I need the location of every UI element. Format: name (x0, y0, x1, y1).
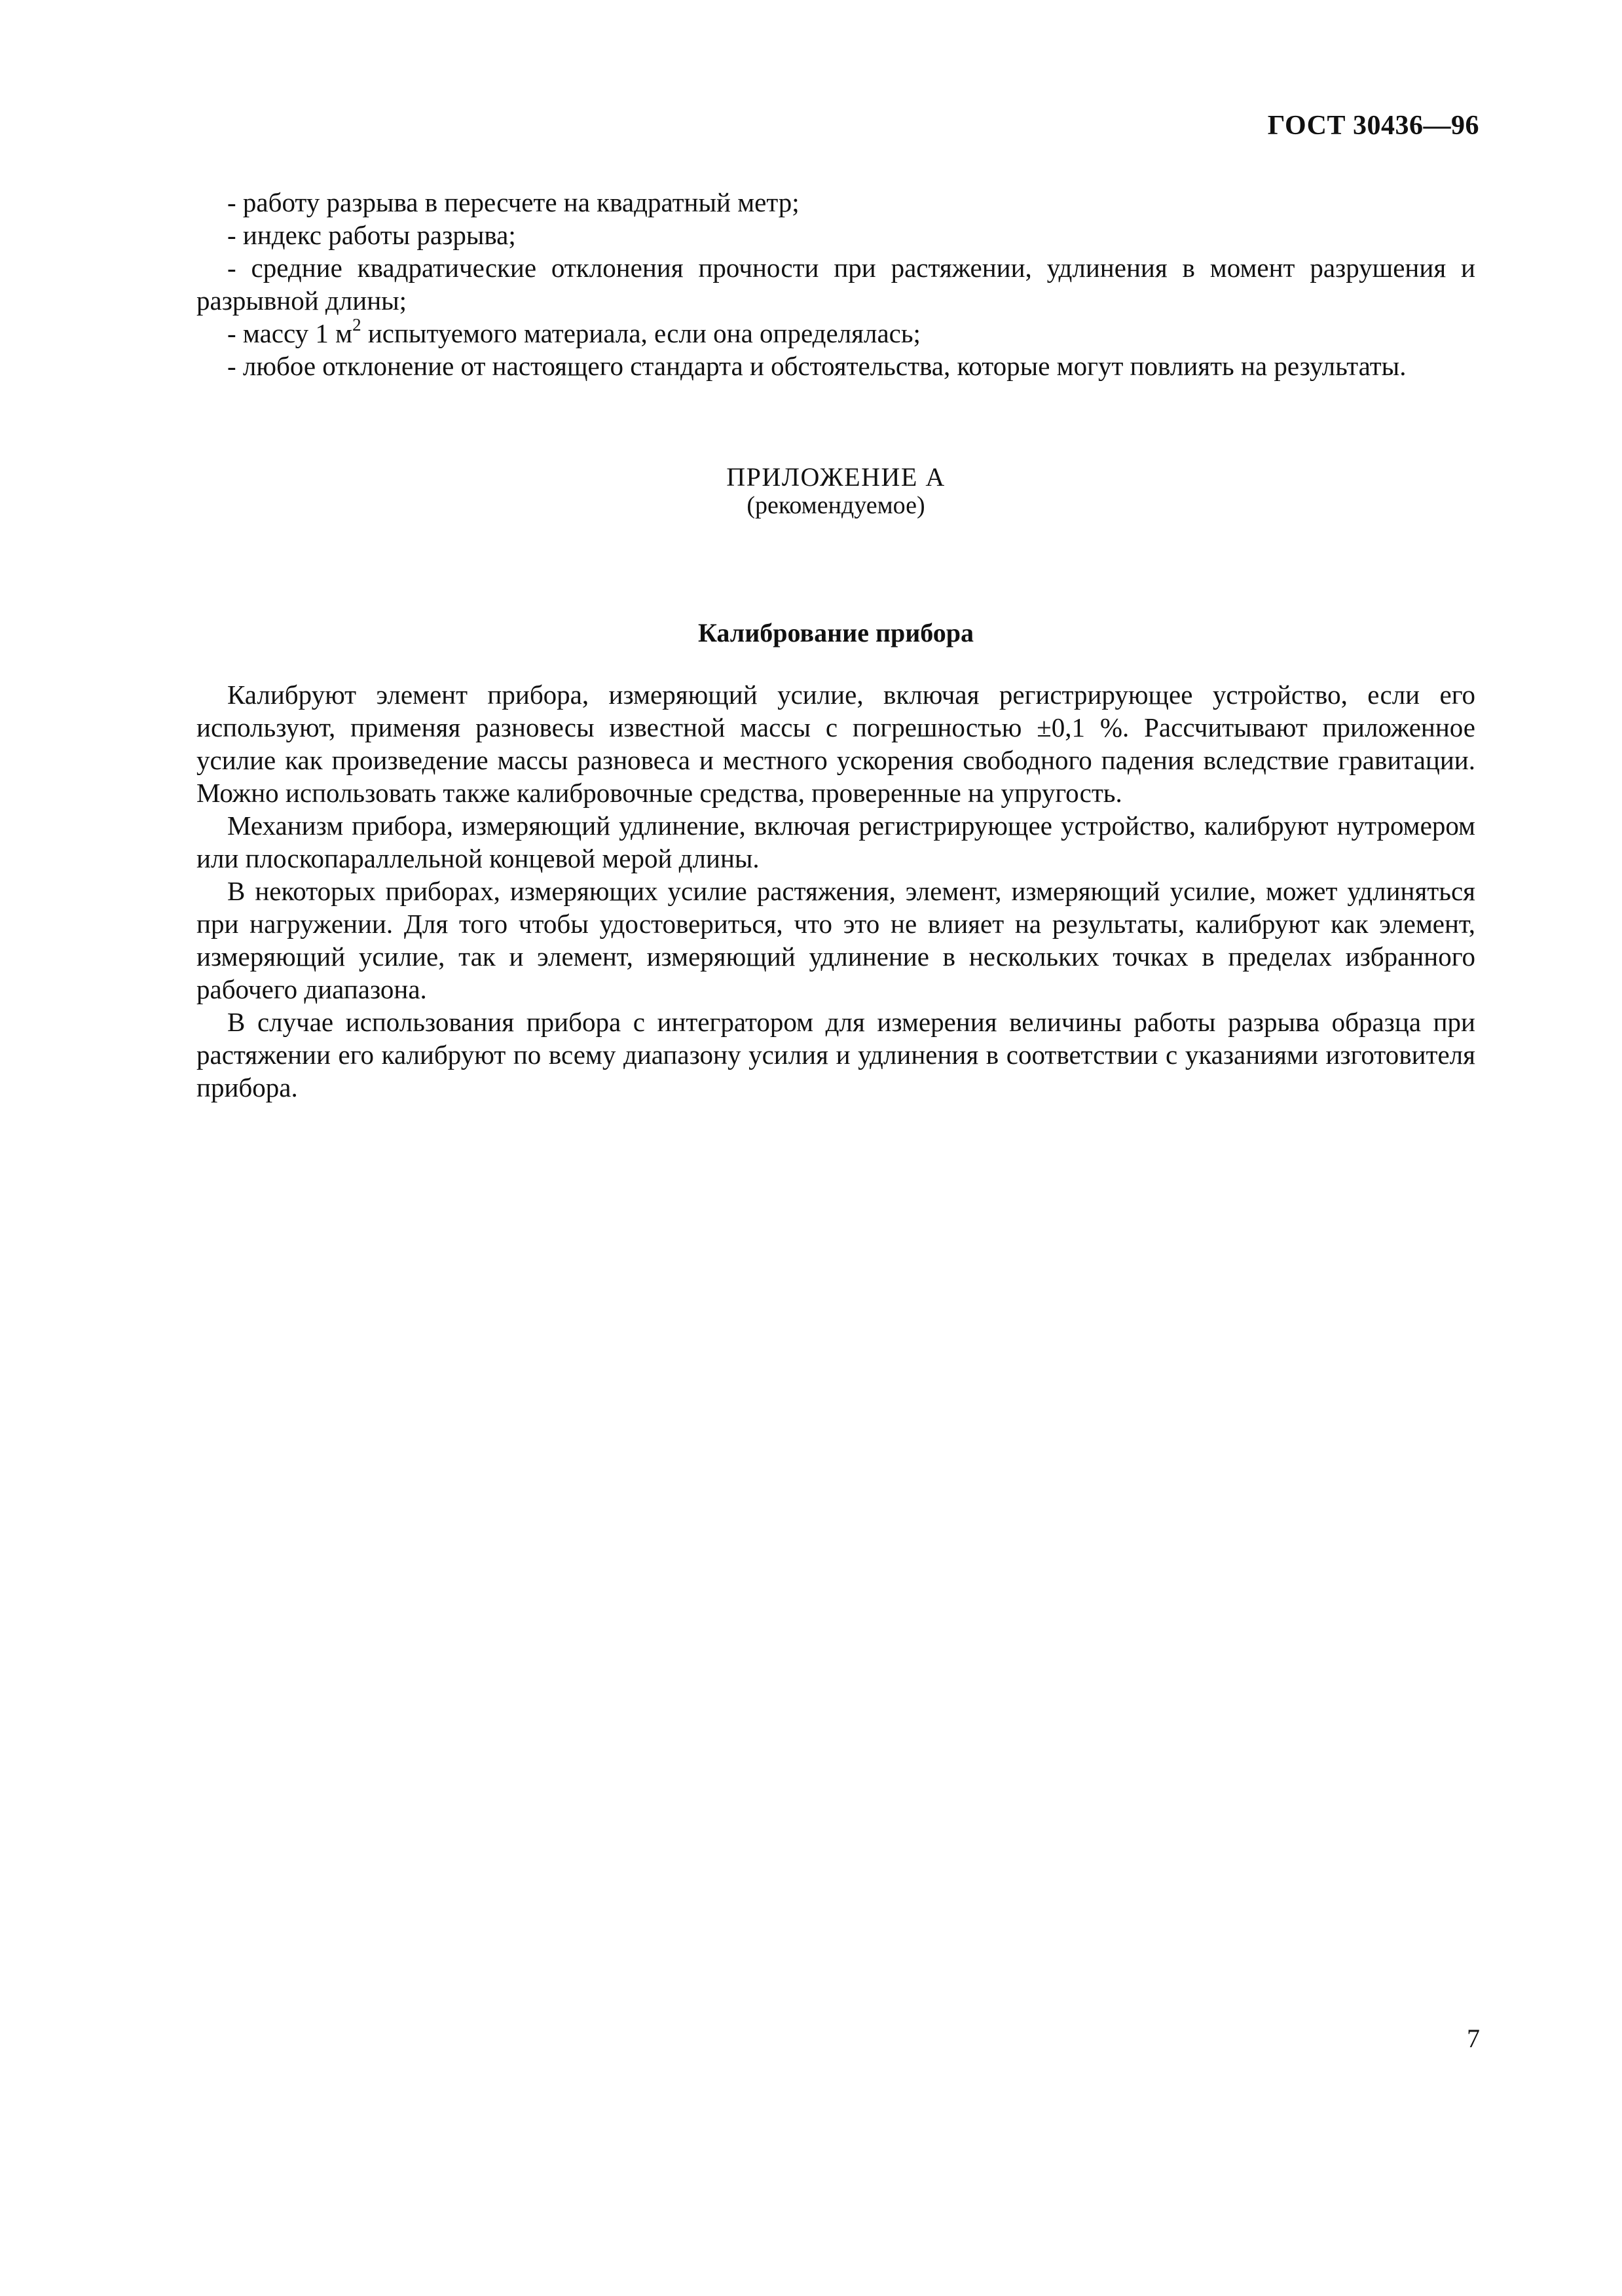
superscript: 2 (352, 315, 361, 335)
list-item: - работу разрыва в пересчете на квадратный метр; (227, 187, 800, 217)
list-item-text: - массу 1 м (227, 318, 353, 348)
list-item: - индекс работы разрыва; (227, 220, 516, 250)
paragraph: В случае использования прибора с интегратором для измерения величины работы разрыва образца при растяжении его калибруют по всему диапазону усилия и удлинения в соответствии с указаниями изготовителя прибора. (196, 1007, 1475, 1102)
list-item: - любое отклонение от настоящего стандарта и обстоятельства, которые могут повлиять на результаты. (227, 351, 1407, 381)
paragraph: Механизм прибора, измеряющий удлинение, включая регистрирующее устройство, калибруют нутромером или плоскопараллельной концевой мерой длины. (196, 811, 1475, 873)
document-body (196, 186, 1475, 1104)
paragraph: Калибруют элемент прибора, измеряющий усилие, включая регистрирующее устройство, если его используют, применяя разновесы известной массы с погрешностью ±0,1 %. Рассчитывают приложенное усилие как произведение массы разновеса и местного ускорения свободного падения вследствие гравитации. Можно использовать также калибровочные средства, проверенные на упругость. (196, 680, 1475, 808)
list-item (196, 317, 1475, 350)
report-items-list (196, 186, 1475, 382)
appendix-title: ПРИЛОЖЕНИЕ А (726, 462, 946, 492)
section-body (196, 678, 1475, 1104)
appendix-subtitle: (рекомендуемое) (746, 492, 925, 519)
paragraph: В некоторых приборах, измеряющих усилие растяжения, элемент, измеряющий усилие, может удлиняться при нагружении. Для того чтобы удостовериться, что это не влияет на результаты, калибруют как элемент, измеряющий усилие, так и элемент, измеряющий удлинение в нескольких точках в пределах избранного рабочего диапазона. (196, 876, 1475, 1004)
list-item: - средние квадратические отклонения прочности при растяжении, удлинения в момент разрушения и разрывной длины; (196, 253, 1475, 316)
section-title: Калибрование прибора (697, 618, 974, 647)
document-code: ГОСТ 30436—96 (1267, 111, 1479, 141)
list-item-text: испытуемого материала, если она определялась; (361, 318, 921, 348)
page-number: 7 (1467, 2024, 1480, 2053)
